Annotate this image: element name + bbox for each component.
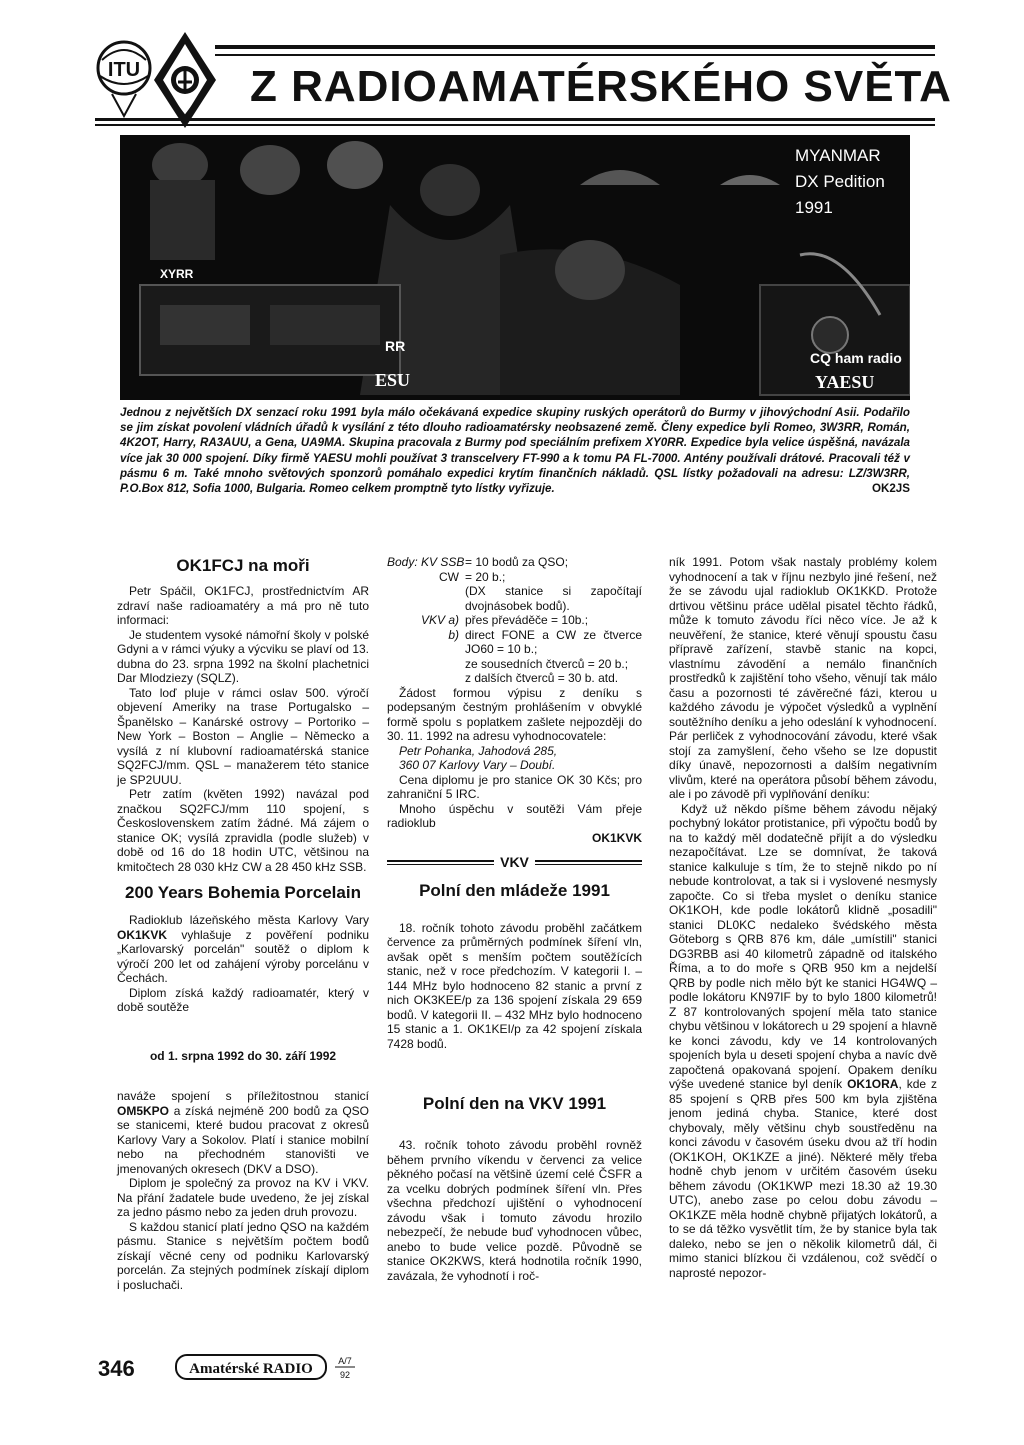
- photo-sign-xy: XYRR: [160, 267, 194, 281]
- amaterske-radio-logo-icon: [175, 1352, 360, 1382]
- header-rule-top: [215, 45, 935, 49]
- photo-overlay-line: 1991: [795, 198, 833, 217]
- issue-year: 92: [339, 1370, 351, 1380]
- paragraph: [117, 787, 369, 874]
- table-cell: b): [448, 627, 459, 642]
- text-run: Radioklub lázeňského města Karlovy Vary: [129, 913, 369, 927]
- paragraph: S každou stanicí platí jedno QSO na každém pásmu. Stanice s největším počtem bodů získají věcné ceny od podniku Karlovarský porcelán. Za stejných podmínek získají diplom i posluchači.: [117, 1219, 369, 1292]
- separator-label: VKV: [500, 854, 529, 870]
- text-run: Když už někdo píšme během závodu nějaký pochybný lokátor protistanice, při výpočtu bodů by na to každý měl dodatečně přijít a do výsledku nezapočítávat. Lze se domnívat, že taková stanice kalkuluje s tím, že to stejně nikdo po ní nebude kontrolovat, a tak si i vyslovené nesmysly započte. Co si třeba myslet o deníku stanice OK1KOH, kde podle lokátorů klidně „posadili" stanici DL0KC nedaleko švédského města Göteborg s QRB 876 km, dále „umístili" stanici DG3RBB asi 40 kilometrů západně od italského Říma, a to do moře s QRB 950 km a nejdelší QRB by podle nich mělo být ke stanici HG4WQ – podle lokátoru KN97IF by to bylo 1800 kilometrů! Z 87 kontrolovaných spojení měla tato stanice chybu většinou v lokátorech u 29 spojení a hlavně ke konci závodu, kdy ve 14 kontrolovaných spojeních byla u deseti spojení chyba a navíc dvě započtená opakovaná spojení. Opakem deníku výše uvedené stanice byl deník: [669, 801, 937, 1091]
- paragraph: Mnoho úspěchu v soutěži Vám přeje radioklub: [387, 801, 642, 830]
- photo-sign-yaesu: YAESU: [815, 372, 875, 392]
- table-row: [387, 628, 642, 657]
- table-cell: (DX stanice si započítají dvojnásobek bodů).: [465, 584, 642, 613]
- table-row: [387, 657, 642, 672]
- photo-graphic: [120, 135, 910, 400]
- column-1: [117, 555, 369, 1292]
- magazine-logo-text: Amatérské RADIO: [189, 1361, 313, 1377]
- paragraph: [117, 913, 369, 986]
- article-heading-polni-den-vkv: Polní den na VKV 1991: [422, 1094, 607, 1113]
- vkv-separator: [387, 855, 642, 870]
- paragraph: Tato loď pluje v rámci oslav 500. výročí objevení Ameriky na trase Portugalsko – Španělsko – Kanárské ostrovy – Portoriko – New York – Boston – Anglie – Německo a vysílá z ní klubovní radioamatérská stanice SQ2FCJ/mm. QSL – manažerem této stanice je SP2UUU.: [117, 685, 369, 787]
- table-row: [387, 671, 642, 686]
- expedition-photo: [120, 135, 910, 400]
- table-row: [387, 584, 642, 613]
- text-run: naváže spojení s příležitostnou stanicí: [117, 1089, 369, 1103]
- address-line: Petr Pohanka, Jahodová 285,: [399, 743, 558, 758]
- callsign: OM5KPO: [117, 1103, 170, 1118]
- header-rule-bottom-thin: [95, 124, 935, 126]
- paragraph: 43. ročník tohoto závodu proběhl rovněž během prvního víkendu v červenci za velice pěkného počasí na většině území celé ČSFR a za vcelku dobrých podmínek šíření vln. Přes všechna předchozí ujištění o vyhodnocení závodu však i tomuto závodu hrozilo nebezpečí, že nebude buď vyhodnocen vůbec, anebo to bude velice pozdě. Původně se stanice OK2KWS, která hodnotila ročník 1990, zavázala, že vyhodnotí i roč-: [387, 1138, 642, 1283]
- paragraph: 18. ročník tohoto závodu proběhl začátkem července za průměrných podmínek šíření vln, avšak opět s menším počtem soutěžících stanic, než v roce předchozím. V kategorii I. – 144 MHz bylo hodnoceno 82 stanic a první z nich OK3KEE/p za 136 spojení získala 29 659 bodů. V kategorii II. – 432 MHz bylo hodnoceno 15 stanic a 1. OK1KEI/p za 42 spojení získala 7428 bodů.: [387, 920, 642, 1051]
- column-3: [669, 555, 937, 1280]
- article-heading-polni-den-mladeze: Polní den mládeže 1991: [419, 880, 610, 900]
- table-cell: přes převáděče = 10b.;: [465, 613, 589, 627]
- diamond-emblem-icon: [150, 30, 220, 130]
- table-cell: CW: [439, 569, 459, 584]
- column-2: [387, 555, 642, 1283]
- photo-sign-esu: ESU: [375, 370, 411, 390]
- table-cell: = 20 b.;: [465, 569, 506, 584]
- header-rule-top-thin: [215, 54, 935, 56]
- paragraph: [669, 802, 937, 1281]
- table-cell: direct FONE a CW ze čtverce JO60 = 10 b.;: [465, 627, 642, 656]
- section-title: Z RADIOAMATÉRSKÉHO SVĚTA: [250, 62, 952, 111]
- text-run: ; vysílá zpravidla (podle služeb) v době od 16 do 18 hodin UTC, většinou na kmitočtech 28 030 kHz CW a 28 450 kHz SSB.: [117, 830, 369, 874]
- magazine-logo: [175, 1352, 360, 1382]
- contest-dates: od 1. srpna 1992 do 30. září 1992: [149, 1048, 337, 1063]
- text-run: , kde z 85 spojení s QRB přes 500 km byla zjištěna jenom jediná chyba. Stanice, které dost chybovaly, měly většinu chyb soustředěnu na konci závodu v časovém úseku dvou až tří hodin (OK1KOH, OK1KZE a jiné). Některé měly třeba hodně chyb jenom v určitém časovém úseku během závodu (OK1KWP mezi 18.30 až 19.30 UTC), anebo zase po celou dobu závodu – OK1KZE měla hodně chybně přijatých lokátorů, a to se dá těžko vysvětlit tím, že by stanice byla tak daleko, nebo se jen o několik kilometrů dál, či mimo stanici blízkou či vzdálenou, což svědčí o naprosté nepozor-: [669, 1077, 937, 1280]
- separator-line: [387, 860, 494, 865]
- caption-text: Jednou z největších DX senzací roku 1991 byla málo očekávaná expedice skupiny ruských operátorů do Burmy v jihovýchodní Asii. Podařilo se jim získat povolení vládních úřadů k vysílání z této dlouho radioamatérsky neobsazené země. Členy expedice byli Romeo, 3W3RR, Román, 4K2OT, Harry, RA3AUU, a Gena, UA9MA. Skupina pracovala z Burmy pod speciálním prefixem XY0RR. Expedice byla velice úspěšná, navázala více jak 30 000 spojení. Díky firmě YAESU mohli používat 3 transcelvery FT-990 a k tomu PA FL-7000. Antény používali drátové. Pracovali též v pásmu 6 m. Také mnoho světových sponzorů pomáhalo expedici krytím finančních nákladů. QSL lístky požadovali na adresu: LZ/3W3RR, P.O.Box 812, Sofia 1000, Bulgaria. Romeo celkem promptně tyto lístky vyřizuje.: [120, 406, 910, 496]
- text-run: Petr zatím (květen 1992) navázal pod značkou SQ2FCJ/mm 110 spojení, s Československem zatím žádné. Má zájem o stanice: [117, 787, 369, 845]
- article-heading-bohemia-porcelain: 200 Years Bohemia Porcelain: [125, 883, 361, 902]
- callsign: OK1ORA: [847, 1077, 899, 1091]
- paragraph: Diplom získá každý radioamatér, který v době soutěže: [117, 985, 369, 1014]
- table-cell: VKV a): [420, 613, 459, 627]
- photo-sign-rr: RR: [385, 338, 406, 354]
- table-cell: ze sousedních čtverců = 20 b.;: [465, 656, 629, 671]
- points-table: [387, 555, 642, 686]
- article-heading-ok1fcj: OK1FCJ na moři: [176, 556, 310, 575]
- table-cell: = 10 bodů za QSO;: [465, 555, 569, 569]
- paragraph: Žádost formou výpisu z deníku s podepsaným čestným prohlášením v obvyklé formě spolu s poplatkem zašlete nejpozději do 30. 11. 1992 na adresu vyhodnocovatele:: [387, 685, 642, 743]
- address-line: 360 07 Karlovy Vary – Doubí.: [399, 758, 556, 772]
- table-row: [387, 555, 642, 570]
- table-cell: [387, 584, 465, 613]
- paragraph: ník 1991. Potom však nastaly problémy kolem vyhodnocení a tak v říjnu nezbylo jiné řešení, než že se závodu ujal radioklub OK1KKD. Protože drtivou většinu práce udělal pisatel těchto řádků, může k tomuto závodu říci něco více. Je až k neuvěření, že stanice, které věnují spoustu času přípravě zařízení, stavbě stanic na kopci, vlastnímu závodění a nemálo finančních prostředků k zajištění toho všeho, věnují tak málo času a pozornosti té závěrečné fázi, kterou u každého závodu je výpočet výsledků a vyplnění soutěžního deníku a jeho odeslání k vyhodnocení. Pár perliček z vyhodnocování závodu, které však stojí za zamyšlení, čeho všeho se lze dopustit díky únavě, nepozornosti a dalším negativním vlivům, které na operátora působí během závodu, ale i po závodě při vyplňování deníku:: [669, 555, 937, 801]
- paragraph: Cena diplomu je pro stanice OK 30 Kčs; pro zahraniční 5 IRC.: [387, 772, 642, 801]
- photo-overlay-line: DX Pedition: [795, 172, 885, 191]
- header-rule-bottom: [95, 118, 935, 121]
- page-number: 346: [98, 1356, 135, 1381]
- text-run: vyhlašuje z pověření podniku „Karlovarský porcelán" soutěž o diplom k výročí 200 let od zahájení výroby porcelánu v Čechách.: [117, 927, 369, 985]
- photo-caption: [120, 405, 910, 496]
- issue-number: A/7: [338, 1356, 352, 1366]
- itu-logo-text: ITU: [107, 59, 141, 81]
- table-row: [387, 570, 642, 585]
- photo-overlay-line: MYANMAR: [795, 146, 881, 165]
- table-cell: Body: KV SSB: [387, 555, 465, 569]
- table-row: [387, 613, 642, 628]
- photo-sign-cq: CQ ham radio: [810, 350, 902, 366]
- paragraph: [117, 1089, 369, 1176]
- separator-line: [535, 860, 642, 865]
- paragraph: Diplom je společný za provoz na KV i VKV. Na přání žadatele bude uvedeno, že jej získal za jedno pásmo nebo za jeden druh provozu.: [117, 1176, 369, 1219]
- table-cell: z dalších čtverců = 30 b. atd.: [465, 671, 619, 685]
- signature: OK1KVK: [591, 830, 642, 845]
- caption-signature: OK2JS: [871, 482, 910, 496]
- paragraph: Petr Spáčil, OK1FCJ, prostřednictvím AR zdraví naše radioamatéry a má pro ně tuto informaci:: [117, 584, 369, 627]
- paragraph: Je studentem vysoké námořní školy v polské Gdyni a v rámci výuky a výcviku se plaví od 13. dubna do 23. srpna 1992 na školní plachetnici Dar Mlodziezy (SQLZ).: [117, 627, 369, 685]
- text-run: OK: [161, 830, 179, 845]
- table-cell: [387, 657, 465, 672]
- table-cell: [387, 671, 465, 686]
- callsign: OK1KVK: [117, 927, 168, 942]
- text-run: a získá nejméně 200 bodů za QSO se stanicemi, které budou pracovat z okresů Karlovy Vary a Sokolov. Platí i stanice mobilní nebo na přechodném stanovišti ve jmenovaných okresech (DKV a DSO).: [117, 1103, 369, 1176]
- photo-overlay-text: [795, 143, 885, 221]
- iaru-diamond-logo: [150, 30, 220, 130]
